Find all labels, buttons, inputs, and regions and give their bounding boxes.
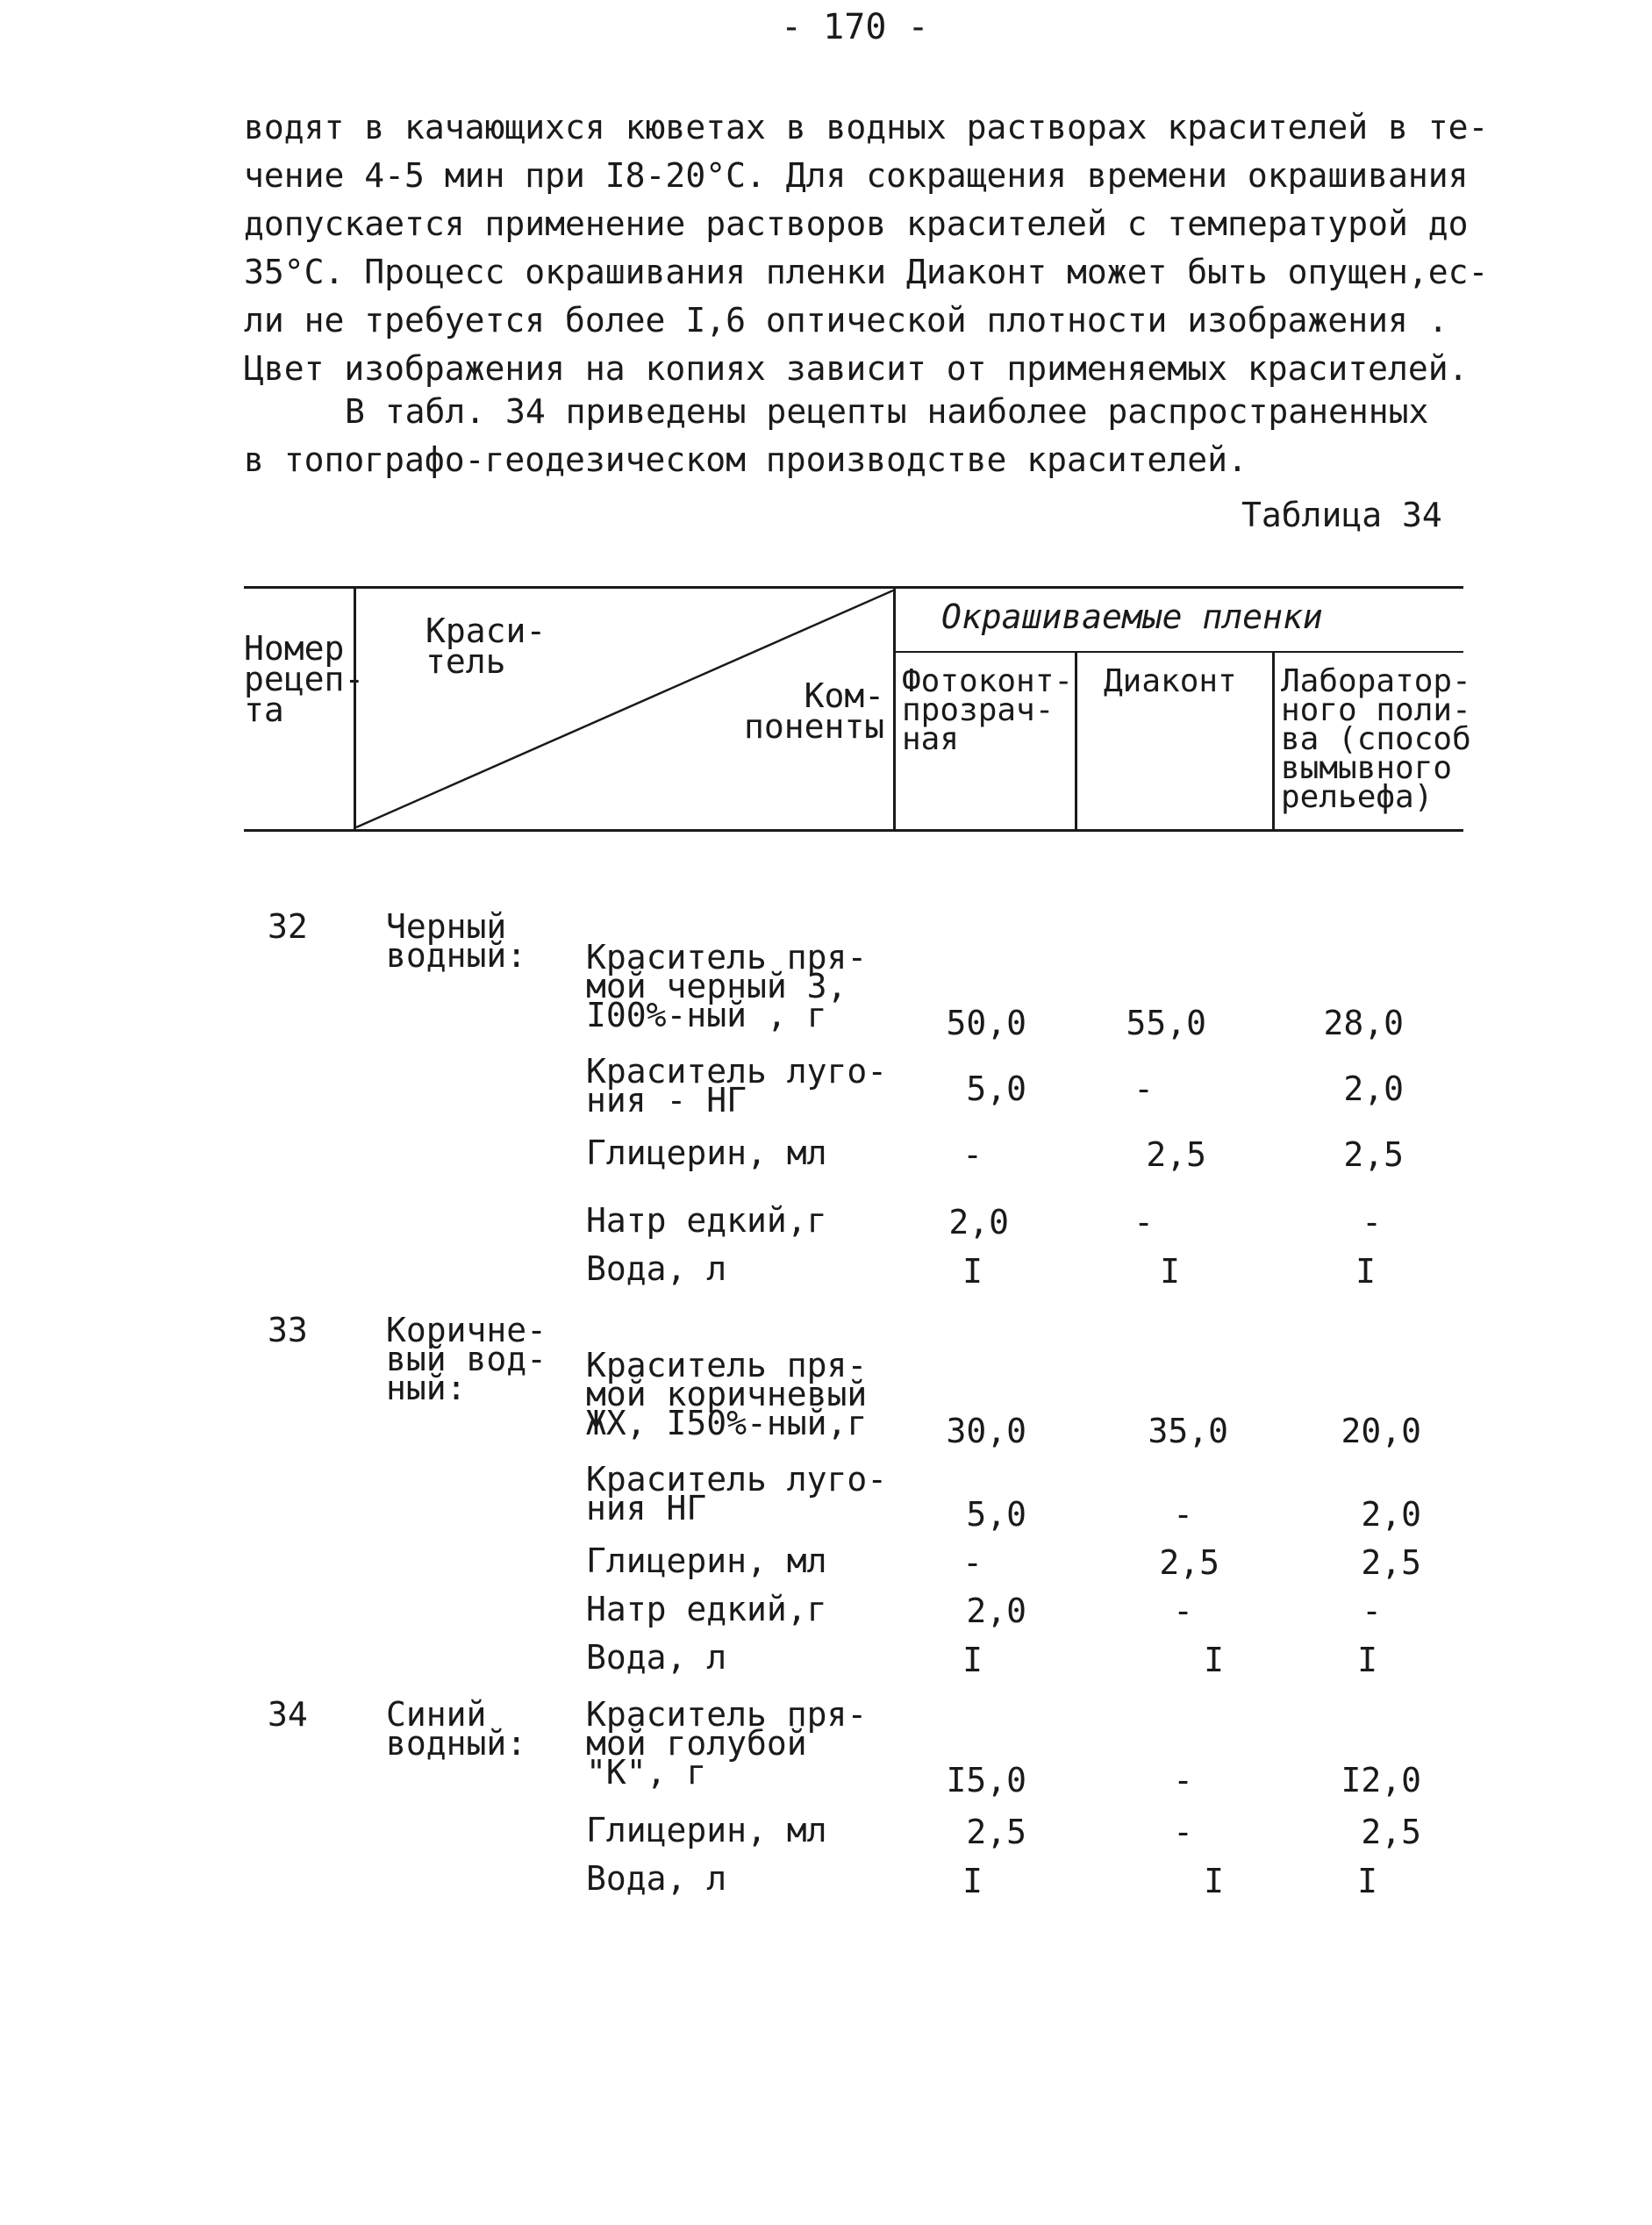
value-cell: 2,0 <box>1361 1495 1421 1534</box>
recipe-dye: Черный водный: <box>386 907 527 975</box>
text-line: ли не требуется более I,6 оптической плотности изображения . <box>244 301 1448 340</box>
value-cell: 5,0 <box>966 1070 1026 1108</box>
text-line: Цвет изображения на копиях зависит от применяемых красителей. <box>244 349 1469 388</box>
component-cell: Краситель луго- ния - НГ <box>586 1052 888 1120</box>
component-cell: Глицерин, мл <box>586 1811 827 1849</box>
text-line: чение 4-5 мин при I8-20°С. Для сокращения времени окрашивания <box>244 156 1469 195</box>
value-cell: 2,5 <box>1159 1543 1219 1582</box>
value-cell: I5,0 <box>946 1761 1026 1799</box>
value-cell: - <box>1173 1495 1193 1534</box>
component-cell: Краситель пря- мой коричневый ЖХ, I50%-ный,г <box>586 1346 868 1442</box>
value-cell: - <box>1173 1813 1193 1851</box>
value-cell: 2,0 <box>1343 1070 1404 1108</box>
component-cell: Глицерин, мл <box>586 1134 827 1172</box>
text-line: В табл. 34 приведены рецепты наиболее распространенных <box>345 392 1429 431</box>
text-line: водят в качающихся кюветах в водных растворах красителей в те- <box>244 108 1489 147</box>
value-cell: 28,0 <box>1323 1004 1404 1042</box>
value-cell: I <box>1204 1641 1224 1679</box>
component-cell: Вода, л <box>586 1249 727 1288</box>
value-cell: 30,0 <box>946 1412 1026 1450</box>
value-cell: I <box>962 1862 983 1900</box>
value-cell: 2,5 <box>1146 1135 1206 1174</box>
value-cell: I <box>1357 1862 1377 1900</box>
header-recipe-number: Номер рецеп- та <box>244 629 365 729</box>
value-cell: - <box>962 1135 983 1174</box>
value-cell: 2,0 <box>966 1592 1026 1630</box>
value-cell: - <box>1173 1592 1193 1630</box>
text-line: 35°С. Процесс окрашивания пленки Диаконт может быть опущен,ес- <box>244 253 1489 291</box>
value-cell: I <box>1355 1252 1376 1291</box>
value-cell: 35,0 <box>1148 1412 1228 1450</box>
value-cell: - <box>1173 1761 1193 1799</box>
recipe-dye: Коричне- вый вод- ный: <box>386 1311 547 1407</box>
value-cell: 2,5 <box>1343 1135 1404 1174</box>
header-col-diakont: Диаконт <box>1104 663 1237 699</box>
component-cell: Натр едкий,г <box>586 1590 827 1628</box>
value-cell: I <box>1357 1641 1377 1679</box>
value-cell: 2,5 <box>1361 1813 1421 1851</box>
value-cell: I <box>962 1252 983 1291</box>
page-number: - 170 - <box>781 7 929 47</box>
header-films-group: Окрашиваемые пленки <box>941 597 1323 636</box>
table-caption: Таблица 34 <box>1241 496 1442 534</box>
value-cell: I <box>1160 1252 1180 1291</box>
component-cell: Глицерин, мл <box>586 1542 827 1580</box>
value-cell: - <box>962 1543 983 1582</box>
component-cell: Краситель луго- ния НГ <box>586 1460 888 1527</box>
value-cell: I <box>1204 1862 1224 1900</box>
header-dye: Краси- тель <box>426 612 547 681</box>
value-cell: 5,0 <box>966 1495 1026 1534</box>
value-cell: 55,0 <box>1126 1004 1206 1042</box>
component-cell: Краситель пря- мой черный З, I00%-ный , г <box>586 938 868 1034</box>
value-cell: I <box>962 1641 983 1679</box>
component-cell: Вода, л <box>586 1638 727 1677</box>
value-cell: - <box>1134 1070 1154 1108</box>
recipe-dye: Синий водный: <box>386 1695 527 1763</box>
value-cell: - <box>1134 1203 1154 1241</box>
value-cell: - <box>1362 1592 1382 1630</box>
header-col-fotokont: Фотоконт- прозрач- ная <box>902 663 1074 757</box>
recipe-number: 32 <box>268 907 308 946</box>
text-line: в топографо-геодезическом производстве красителей. <box>244 440 1248 479</box>
value-cell: I2,0 <box>1341 1761 1421 1799</box>
component-cell: Натр едкий,г <box>586 1201 827 1240</box>
value-cell: 50,0 <box>946 1004 1026 1042</box>
component-cell: Вода, л <box>586 1859 727 1898</box>
recipe-number: 33 <box>268 1311 308 1349</box>
value-cell: 2,0 <box>948 1203 1009 1241</box>
header-components: Ком- поненты <box>744 676 885 746</box>
value-cell: - <box>1362 1203 1382 1241</box>
value-cell: 2,5 <box>1361 1543 1421 1582</box>
text-line: допускается применение растворов красителей с температурой до <box>244 204 1469 243</box>
value-cell: 20,0 <box>1341 1412 1421 1450</box>
value-cell: 2,5 <box>966 1813 1026 1851</box>
header-col-laboratory: Лаборатор- ного поли- ва (способ вымывного рельефа) <box>1281 663 1471 815</box>
recipe-number: 34 <box>268 1695 308 1734</box>
component-cell: Краситель пря- мой голубой "К", г <box>586 1695 868 1792</box>
